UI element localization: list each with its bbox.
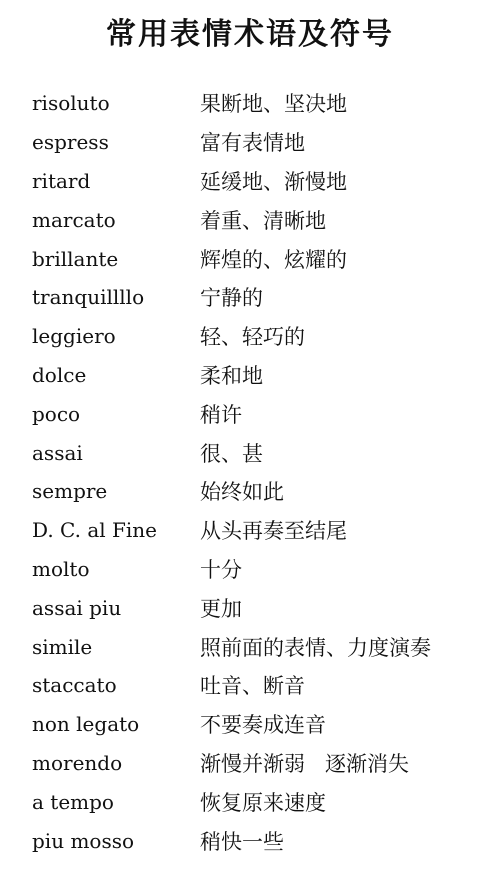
term-row	[32, 666, 492, 705]
term-row	[32, 511, 492, 550]
term-meaning: 恢复原来速度	[200, 790, 326, 815]
term-meaning: 渐慢并渐弱 逐渐消失	[200, 751, 410, 776]
term-row	[32, 239, 492, 278]
term-meaning: 照前面的表情、力度演奏	[200, 635, 431, 660]
term-name: staccato	[32, 673, 117, 698]
term-row	[32, 200, 492, 239]
term-name: marcato	[32, 207, 116, 232]
term-row	[32, 433, 492, 472]
term-row	[32, 394, 492, 433]
term-name: leggiero	[32, 324, 116, 349]
term-row	[32, 744, 492, 783]
term-row	[32, 782, 492, 821]
term-row	[32, 356, 492, 395]
term-name: assai	[32, 440, 83, 465]
term-name: espress	[32, 130, 109, 155]
term-meaning: 柔和地	[200, 363, 263, 388]
term-name: a tempo	[32, 789, 114, 814]
term-meaning: 更加	[200, 596, 242, 621]
term-row	[32, 550, 492, 589]
term-meaning: 始终如此	[200, 480, 284, 505]
term-row	[32, 123, 492, 162]
term-row	[32, 278, 492, 317]
term-name: ritard	[32, 168, 91, 193]
term-row	[32, 84, 492, 123]
term-meaning: 不要奏成连音	[200, 713, 326, 738]
term-name: simile	[32, 634, 93, 659]
term-name: assai piu	[32, 595, 122, 620]
term-row	[32, 472, 492, 511]
term-name: risoluto	[32, 91, 110, 116]
term-meaning: 轻、轻巧的	[200, 325, 305, 350]
term-meaning: 稍许	[200, 402, 242, 427]
term-meaning: 稍快一些	[200, 829, 284, 854]
term-meaning: 着重、清晰地	[200, 208, 326, 233]
term-meaning: 辉煌的、炫耀的	[200, 247, 347, 272]
term-name: tranquillllo	[32, 285, 145, 310]
term-row	[32, 821, 492, 860]
term-meaning: 富有表情地	[200, 131, 305, 156]
term-name: poco	[32, 401, 81, 426]
term-meaning: 十分	[200, 557, 242, 582]
term-name: sempre	[32, 479, 108, 504]
term-list	[32, 84, 492, 860]
term-name: brillante	[32, 246, 119, 271]
term-name: piu mosso	[32, 828, 135, 853]
term-name: D. C. al Fine	[32, 518, 158, 543]
term-row	[32, 627, 492, 666]
term-row	[32, 317, 492, 356]
page-title: 常用表情术语及符号	[106, 17, 394, 52]
term-name: morendo	[32, 750, 123, 775]
term-meaning: 果断地、坚决地	[200, 92, 347, 117]
term-row	[32, 162, 492, 201]
term-meaning: 很、甚	[200, 441, 263, 466]
term-row	[32, 588, 492, 627]
term-name: molto	[32, 556, 90, 581]
term-row	[32, 705, 492, 744]
term-meaning: 延缓地、渐慢地	[200, 169, 347, 194]
term-meaning: 从头再奏至结尾	[200, 519, 347, 544]
term-name: non legato	[32, 712, 140, 737]
term-meaning: 吐音、断音	[200, 674, 305, 699]
term-meaning: 宁静的	[200, 286, 263, 311]
term-name: dolce	[32, 362, 87, 387]
